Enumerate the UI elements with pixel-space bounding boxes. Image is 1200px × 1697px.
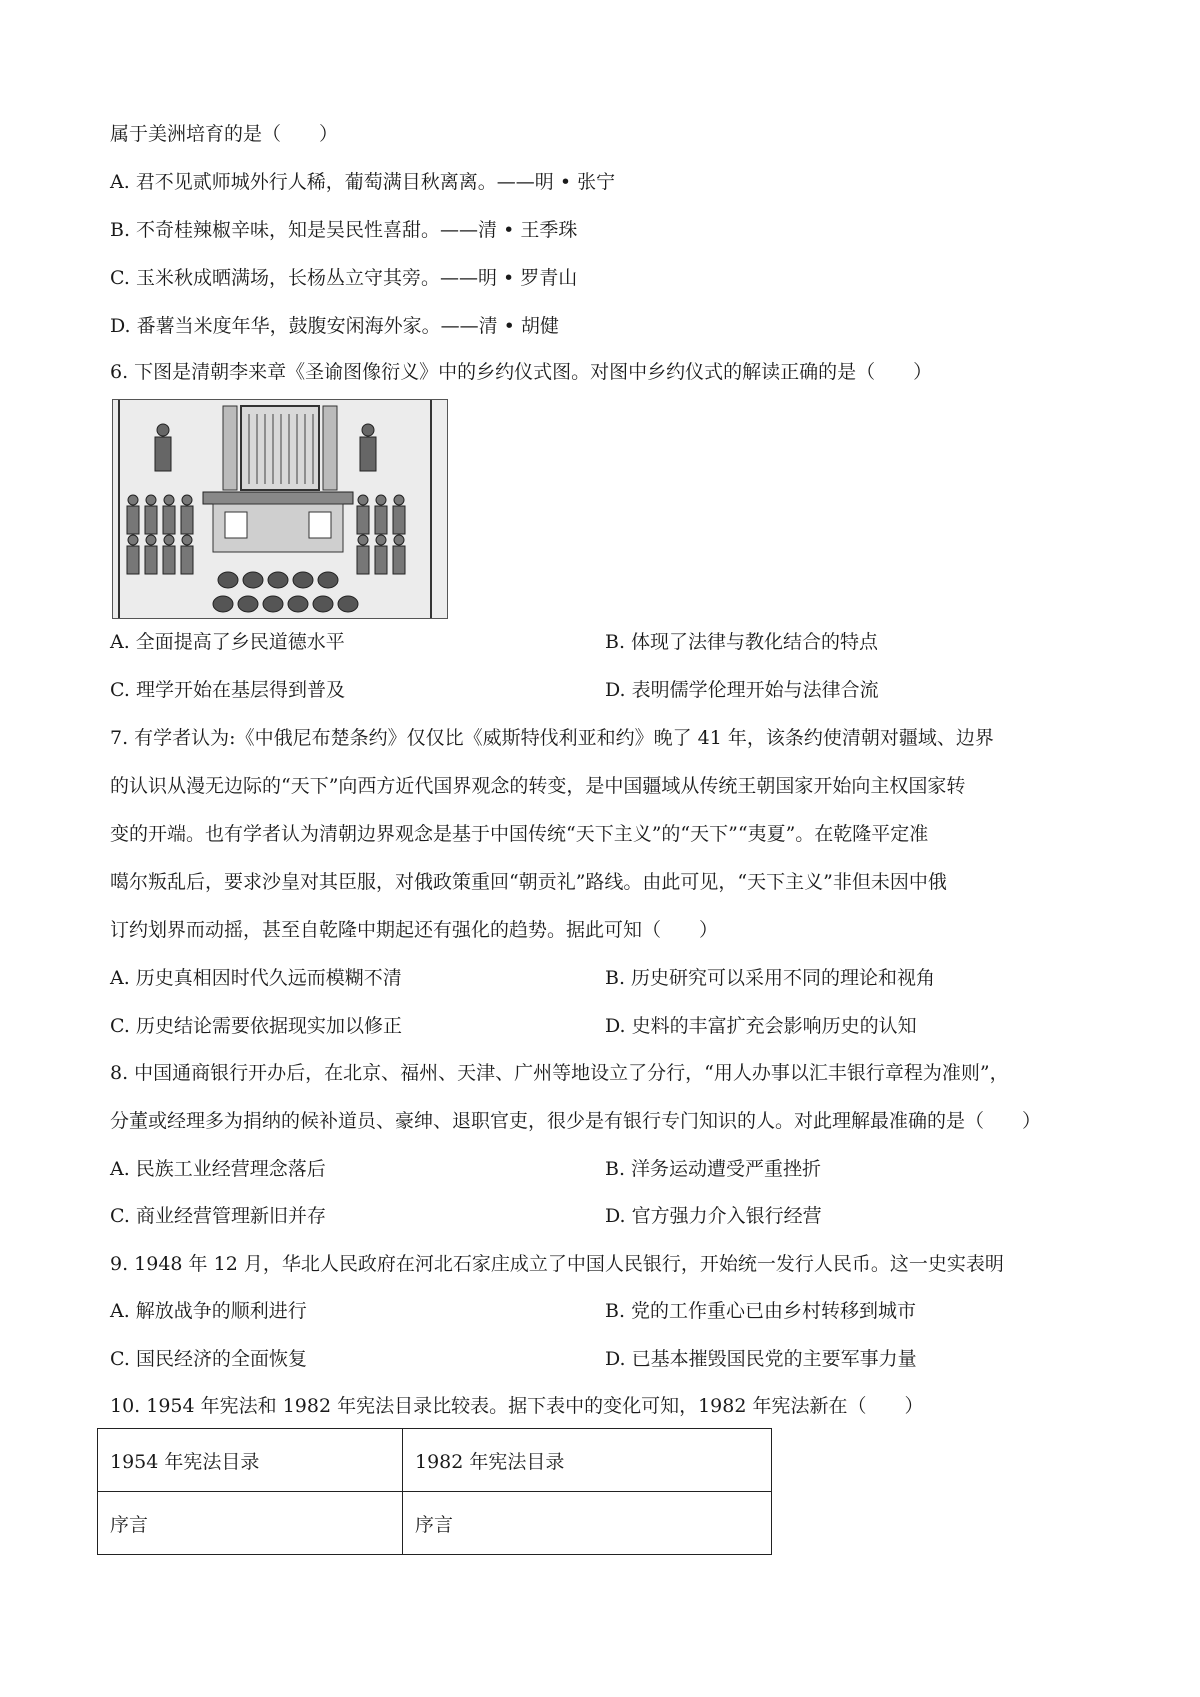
q7-line-4: 噶尔叛乱后，要求沙皇对其臣服，对俄政策重回“朝贡礼”路线。由此可见，“天下主义”非但未因中俄: [110, 871, 947, 893]
table-cell: 序言: [98, 1492, 403, 1555]
q6-option-b: B. 体现了法律与教化结合的特点: [605, 631, 879, 653]
q5-option-c: C. 玉米秋成晒满场，长杨丛立守其旁。——明 • 罗青山: [110, 267, 578, 289]
village-covenant-ceremony-illustration: [112, 399, 448, 619]
q7-option-a: A. 历史真相因时代久远而模糊不清: [110, 967, 402, 989]
table-header-1954: 1954 年宪法目录: [98, 1429, 403, 1492]
q9-option-d: D. 已基本摧毁国民党的主要军事力量: [605, 1348, 917, 1370]
q8-option-c: C. 商业经营管理新旧并存: [110, 1205, 326, 1227]
q6-option-c: C. 理学开始在基层得到普及: [110, 679, 345, 701]
q5-option-d: D. 番薯当米度年华，鼓腹安闲海外家。——清 • 胡健: [110, 315, 559, 337]
table-header-row: [98, 1429, 772, 1492]
q8-option-d: D. 官方强力介入银行经营: [605, 1205, 822, 1227]
q5-option-b: B. 不奇桂辣椒辛味，知是吴民性喜甜。——清 • 王季珠: [110, 219, 578, 241]
q8-option-b: B. 洋务运动遭受严重挫折: [605, 1158, 822, 1180]
q8-line-1: 8. 中国通商银行开办后，在北京、福州、天津、广州等地设立了分行，“用人办事以汇丰银行章程为准则”，: [110, 1062, 1009, 1084]
table-cell: 序言: [403, 1492, 772, 1555]
table-row: [98, 1492, 772, 1555]
q7-line-2: 的认识从漫无边际的“天下”向西方近代国界观念的转变，是中国疆域从传统王朝国家开始向主权国家转: [110, 775, 966, 797]
table-header-1982: 1982 年宪法目录: [403, 1429, 772, 1492]
q9-option-b: B. 党的工作重心已由乡村转移到城市: [605, 1300, 917, 1322]
q9-stem: 9. 1948 年 12 月，华北人民政府在河北石家庄成立了中国人民银行，开始统一发行人民币。这一史实表明: [110, 1253, 1004, 1275]
q7-line-3: 变的开端。也有学者认为清朝边界观念是基于中国传统“天下主义”的“天下”“夷夏”。在乾隆平定准: [110, 823, 929, 845]
q7-line-1: 7. 有学者认为:《中俄尼布楚条约》仅仅比《威斯特伐利亚和约》晚了 41 年，该条约使清朝对疆域、边界: [110, 727, 994, 749]
q6-option-a: A. 全面提高了乡民道德水平: [110, 631, 345, 653]
q6-option-d: D. 表明儒学伦理开始与法律合流: [605, 679, 879, 701]
q8-line-2: 分董或经理多为捐纳的候补道员、豪绅、退职官吏，很少是有银行专门知识的人。对此理解最准确的是（ ）: [110, 1110, 1042, 1132]
q7-option-c: C. 历史结论需要依据现实加以修正: [110, 1015, 402, 1037]
q9-option-c: C. 国民经济的全面恢复: [110, 1348, 307, 1370]
ceremony-engraving: [113, 400, 447, 618]
q6-stem: 6. 下图是清朝李来章《圣谕图像衍义》中的乡约仪式图。对图中乡约仪式的解读正确的是（ ）: [110, 361, 933, 383]
q9-option-a: A. 解放战争的顺利进行: [110, 1300, 307, 1322]
q7-option-d: D. 史料的丰富扩充会影响历史的认知: [605, 1015, 917, 1037]
q5-option-a: A. 君不见贰师城外行人稀，葡萄满目秋离离。——明 • 张宁: [110, 171, 616, 193]
q8-option-a: A. 民族工业经营理念落后: [110, 1158, 326, 1180]
q10-stem: 10. 1954 年宪法和 1982 年宪法目录比较表。据下表中的变化可知，1982 年宪法新在（ ）: [110, 1395, 924, 1417]
q7-option-b: B. 历史研究可以采用不同的理论和视角: [605, 967, 936, 989]
q7-line-5: 订约划界而动摇，甚至自乾隆中期起还有强化的趋势。据此可知（ ）: [110, 919, 719, 941]
constitution-comparison-table: [97, 1428, 772, 1555]
q5-stem-tail: 属于美洲培育的是（ ）: [110, 123, 339, 145]
